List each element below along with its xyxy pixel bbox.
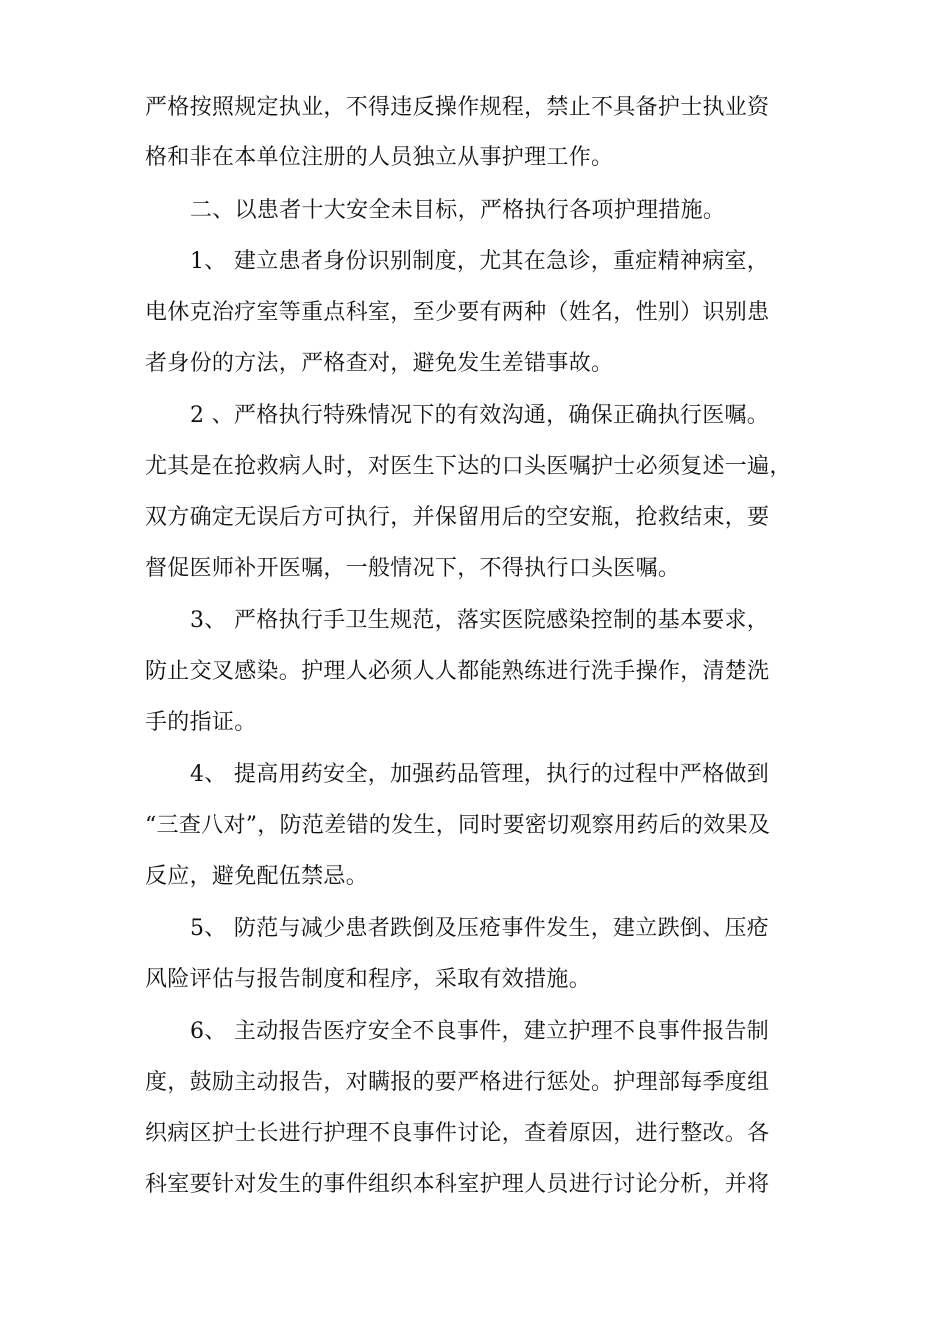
text-line: 科室要针对发生的事件组织本科室护理人员进行讨论分析，并将 bbox=[145, 1172, 770, 1197]
text-line: 防止交叉感染。护理人必须人人都能熟练进行洗手操作，清楚洗 bbox=[145, 659, 770, 684]
text-line: 5、 防范与减少患者跌倒及压疮事件发生，建立跌倒、压疮 bbox=[190, 916, 770, 941]
section-heading: 二、以患者十大安全未目标，严格执行各项护理措施。 bbox=[190, 198, 726, 223]
text-line: 3、 严格执行手卫生规范，落实医院感染控制的基本要求， bbox=[190, 608, 770, 633]
text-line: 6、 主动报告医疗安全不良事件，建立护理不良事件报告制 bbox=[190, 1019, 770, 1044]
text-line: 度，鼓励主动报告，对瞒报的要严格进行惩处。护理部每季度组 bbox=[145, 1070, 770, 1095]
text-line: 严格按照规定执业，不得违反操作规程，禁止不具备护士执业资 bbox=[145, 95, 770, 120]
text-line: 4、 提高用药安全，加强药品管理，执行的过程中严格做到 bbox=[190, 762, 770, 787]
text-line: “三查八对”，防范差错的发生，同时要密切观察用药后的效果及 bbox=[145, 813, 771, 838]
text-line: 双方确定无误后方可执行，并保留用后的空安瓶，抢救结束，要 bbox=[145, 505, 770, 530]
text-line: 风险评估与报告制度和程序，采取有效措施。 bbox=[145, 967, 592, 992]
text-line: 手的指证。 bbox=[145, 710, 257, 735]
text-line: 反应，避免配伍禁忌。 bbox=[145, 864, 369, 889]
text-line: 织病区护士长进行护理不良事件讨论，查着原因，进行整改。各 bbox=[145, 1121, 770, 1146]
text-line: 者身份的方法，严格查对，避免发生差错事故。 bbox=[145, 351, 614, 376]
text-line: 尤其是在抢救病人时，对医生下达的口头医嘱护士必须复述一遍， bbox=[145, 454, 792, 479]
text-line: 电休克治疗室等重点科室，至少要有两种（姓名，性别）识别患 bbox=[145, 300, 770, 325]
text-line: 2 、严格执行特殊情况下的有效沟通，确保正确执行医嘱。 bbox=[190, 403, 770, 428]
text-line: 督促医师补开医嘱，一般情况下，不得执行口头医嘱。 bbox=[145, 556, 681, 581]
text-line: 格和非在本单位注册的人员独立从事护理工作。 bbox=[145, 145, 614, 170]
text-line: 1、 建立患者身份识别制度，尤其在急诊，重症精神病室， bbox=[190, 249, 770, 274]
